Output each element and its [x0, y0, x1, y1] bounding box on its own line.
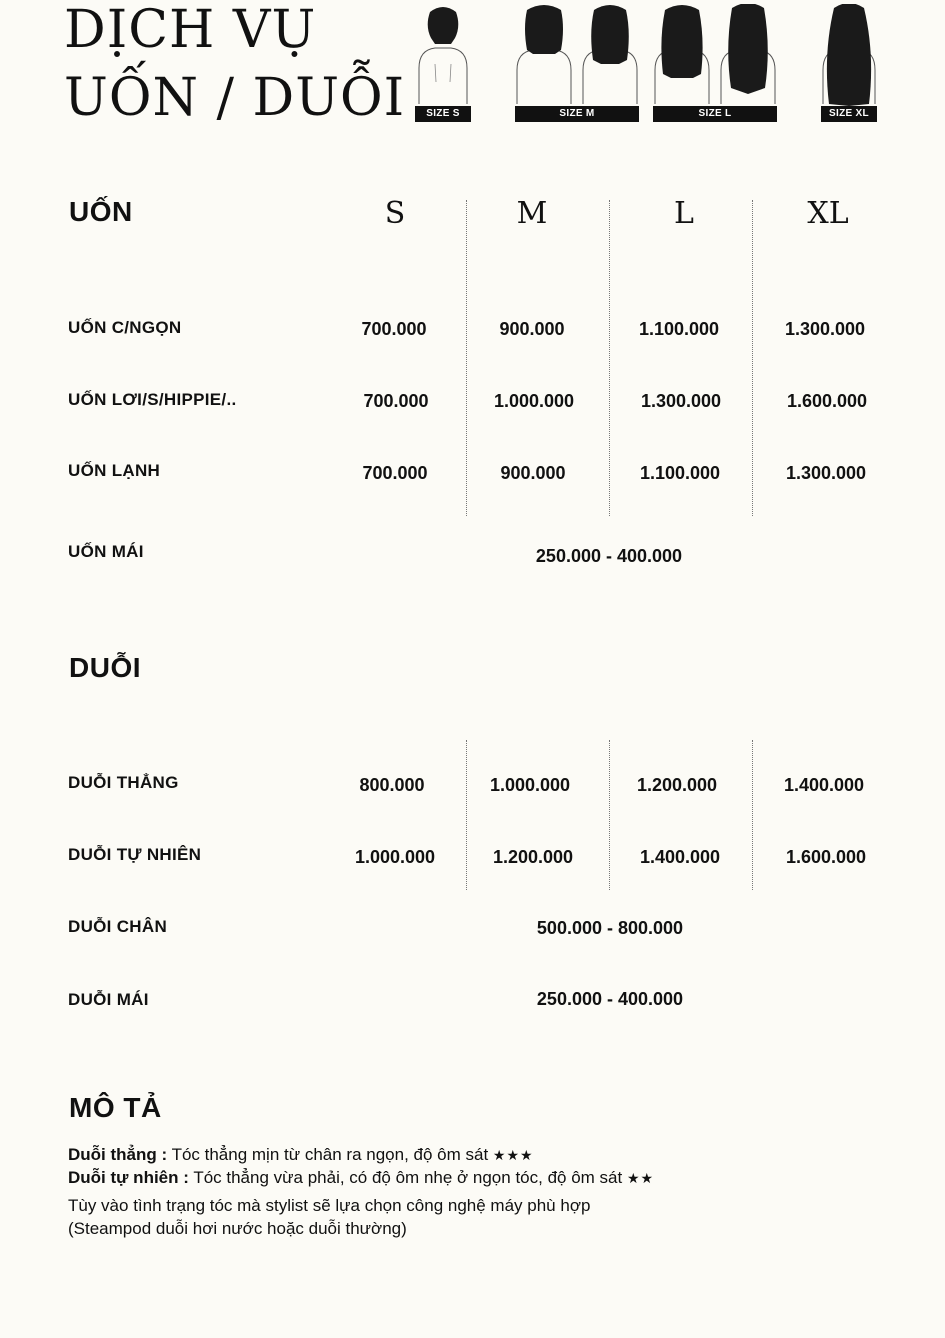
price-cell: 1.000.000 [493, 391, 575, 411]
description-line-1 [68, 1145, 534, 1165]
size-l-label: SIZE L [653, 106, 777, 122]
price-cell: 1.300.000 [785, 463, 867, 483]
page-title-line-1: DỊCH VỤ [64, 0, 317, 60]
column-header-l: L [674, 196, 694, 231]
price-cell: 1.000.000 [489, 775, 571, 795]
description-note: Tùy vào tình trạng tóc mà stylist sẽ lựa chọn công nghệ máy phù hợp [68, 1196, 591, 1215]
price-range: 500.000 - 800.000 [536, 918, 684, 938]
row-label: UỐN LƠI/S/HIPPIE/.. [68, 390, 237, 409]
section-title-duoi: DUỖI [69, 652, 141, 683]
row-label: UỐN LẠNH [68, 461, 161, 480]
size-m-label: SIZE M [515, 106, 639, 122]
section-title-mo-ta: MÔ TẢ [69, 1092, 162, 1123]
short-hair-figure-icon [415, 4, 471, 106]
column-header-s: S [384, 196, 406, 231]
column-divider [466, 200, 467, 516]
price-cell: 1.600.000 [786, 391, 868, 411]
row-label: DUỖI TỰ NHIÊN [68, 845, 202, 864]
size-xl-label: SIZE XL [821, 106, 877, 122]
description-text: Tóc thẳng mịn từ chân ra ngọn, độ ôm sát [167, 1145, 489, 1164]
price-range: 250.000 - 400.000 [536, 989, 684, 1009]
column-header-xl: XL [807, 196, 849, 231]
description-line-2 [68, 1168, 654, 1188]
description-term: Duỗi tự nhiên : [68, 1168, 189, 1187]
column-divider [609, 200, 610, 516]
page-title-line-2: UỐN / DUỖI [64, 68, 406, 128]
size-s-figure [415, 4, 471, 122]
price-range: 250.000 - 400.000 [535, 546, 683, 566]
column-divider [609, 740, 610, 890]
price-cell: 900.000 [500, 463, 566, 483]
column-divider [752, 740, 753, 890]
medium-hair-figures-icon [515, 4, 639, 106]
rating-stars-icon: ★★★ [492, 1147, 534, 1163]
price-cell: 900.000 [499, 319, 565, 339]
price-cell: 1.100.000 [639, 463, 721, 483]
row-label: DUỖI THẲNG [68, 773, 179, 792]
price-cell: 1.400.000 [783, 775, 865, 795]
size-xl-figure [821, 4, 877, 122]
row-label: UỐN C/NGỌN [68, 318, 182, 337]
price-cell: 1.300.000 [640, 391, 722, 411]
column-header-m: M [516, 196, 548, 231]
row-label: DUỖI MÁI [68, 990, 149, 1009]
rating-stars-icon: ★★ [626, 1170, 655, 1186]
price-cell: 700.000 [361, 319, 427, 339]
price-cell: 700.000 [363, 391, 429, 411]
column-divider [466, 740, 467, 890]
row-label: UỐN MÁI [68, 542, 144, 561]
price-cell: 1.200.000 [492, 847, 574, 867]
price-cell: 1.200.000 [636, 775, 718, 795]
price-cell: 800.000 [359, 775, 425, 795]
size-s-label: SIZE S [415, 106, 471, 122]
price-cell: 1.100.000 [638, 319, 720, 339]
price-cell: 1.400.000 [639, 847, 721, 867]
extra-long-hair-figure-icon [821, 4, 877, 106]
price-cell: 1.600.000 [785, 847, 867, 867]
row-label: DUỖI CHÂN [68, 917, 168, 936]
price-cell: 1.300.000 [784, 319, 866, 339]
description-term: Duỗi thẳng : [68, 1145, 168, 1164]
size-l-figure [653, 4, 777, 122]
price-cell: 1.000.000 [354, 847, 436, 867]
long-hair-figures-icon [653, 4, 777, 106]
size-m-figure [515, 4, 639, 122]
description-text: Tóc thẳng vừa phải, có độ ôm nhẹ ở ngọn tóc, độ ôm sát [188, 1168, 623, 1187]
price-cell: 700.000 [362, 463, 428, 483]
section-title-uon: UỐN [69, 196, 133, 227]
description-note: (Steampod duỗi hơi nước hoặc duỗi thường) [68, 1219, 407, 1238]
column-divider [752, 200, 753, 516]
